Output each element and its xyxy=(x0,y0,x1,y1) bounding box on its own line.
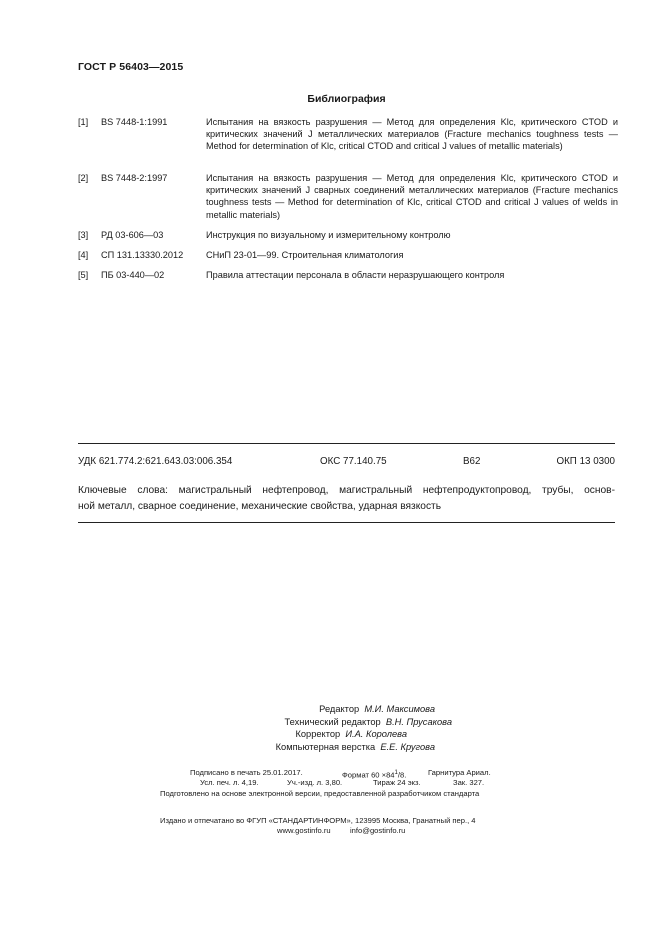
entry-text: Испытания на вязкость разрушения — Метод для определения Klc, критического CTOD и критических значений J сварных соединений металлических материалов (Fracture mechanics toughness tests — Method for determination of Klc, critical CTOD and critical J values of welds in metallic materials) xyxy=(206,173,618,220)
credit-role: Корректор xyxy=(295,729,341,740)
entry-number: [1] xyxy=(78,117,89,127)
paper-format: Формат $60 \times 84^1/8$. xyxy=(342,770,407,780)
entry-code: BS 7448-1:1991 xyxy=(101,117,168,127)
signed-date: Подписано в печать 25.01.2017. xyxy=(190,768,303,777)
keywords xyxy=(78,483,615,515)
typeface: Гарнитура Ариал. xyxy=(428,768,491,777)
imprint-row xyxy=(160,789,540,799)
imprint-block xyxy=(160,768,540,799)
entry-number: [2] xyxy=(78,173,89,183)
entry-text: СНиП 23-01—99. Строительная климатология xyxy=(206,250,404,260)
group-code: В62 xyxy=(463,456,481,467)
imprint-row xyxy=(160,826,540,836)
credits-block xyxy=(200,703,460,753)
credit-row xyxy=(200,703,460,716)
credit-role: Технический редактор xyxy=(284,716,381,727)
okp-code: ОКП 13 0300 xyxy=(556,456,615,467)
imprint-row xyxy=(160,778,540,788)
publisher-block xyxy=(160,816,540,837)
keywords-line: ной металл, сварное соединение, механические свойства, ударная вязкость xyxy=(78,501,442,512)
entry-text: Инструкция по визуальному и измерительному контролю xyxy=(206,230,451,240)
entry-text: Испытания на вязкость разрушения — Метод для определения Klc, критического CTOD и критических значений J металлических материалов (Fracture mechanics toughness tests — Method for determination of Klc, critical CTOD and critical J values of metallic materials) xyxy=(206,117,618,152)
entry-number: [5] xyxy=(78,270,89,280)
credit-name: Е.Е. Кругова xyxy=(380,741,435,752)
website-link[interactable]: www.gostinfo.ru xyxy=(277,826,331,836)
udk-code: УДК 621.774.2:621.643.03:006.354 xyxy=(78,456,233,467)
credit-role: Компьютерная верстка xyxy=(275,741,376,752)
entry-code: ПБ 03-440—02 xyxy=(101,270,165,280)
oks-code: ОКС 77.140.75 xyxy=(320,456,387,467)
publisher-info: Издано и отпечатано во ФГУП «СТАНДАРТИНФОРМ», 123995 Москва, Гранатный пер., 4 xyxy=(160,816,476,825)
document-code: ГОСТ Р 56403—2015 xyxy=(78,61,184,73)
divider xyxy=(78,522,615,523)
imprint-row xyxy=(160,768,540,778)
divider xyxy=(78,443,615,444)
imprint-row xyxy=(160,816,540,826)
entry-text: Правила аттестации персонала в области неразрушающего контроля xyxy=(206,270,505,280)
entry-code: BS 7448-2:1997 xyxy=(101,173,168,183)
credit-row xyxy=(200,716,460,729)
credit-name: В.Н. Прусакова xyxy=(385,716,452,727)
print-sheets: Усл. печ. л. 4,19. xyxy=(200,778,259,788)
entry-code: СП 131.13330.2012 xyxy=(101,250,184,260)
order-number: Зак. 327. xyxy=(453,778,485,788)
credit-row xyxy=(200,728,460,741)
entry-code: РД 03-606—03 xyxy=(101,230,164,240)
prepared-note: Подготовлено на основе электронной версии, предоставленной разработчиком стандарта xyxy=(160,788,480,798)
credit-role: Редактор xyxy=(319,704,360,714)
credit-row xyxy=(200,741,460,754)
bibliography-title: Библиография xyxy=(307,93,386,105)
entry-number: [4] xyxy=(78,250,89,260)
credit-name: И.А. Королева xyxy=(345,729,407,740)
print-run: Тираж 24 экз. xyxy=(373,778,421,788)
credit-name: М.И. Максимова xyxy=(364,704,435,714)
entry-number: [3] xyxy=(78,230,89,240)
publisher-sheets: Уч.-изд. л. 3,80. xyxy=(287,778,343,788)
keywords-line: Ключевые слова: магистральный нефтепровод, магистральный нефтепродуктопровод, трубы, основ- xyxy=(78,485,615,496)
email-link[interactable]: info@gostinfo.ru xyxy=(350,826,406,836)
